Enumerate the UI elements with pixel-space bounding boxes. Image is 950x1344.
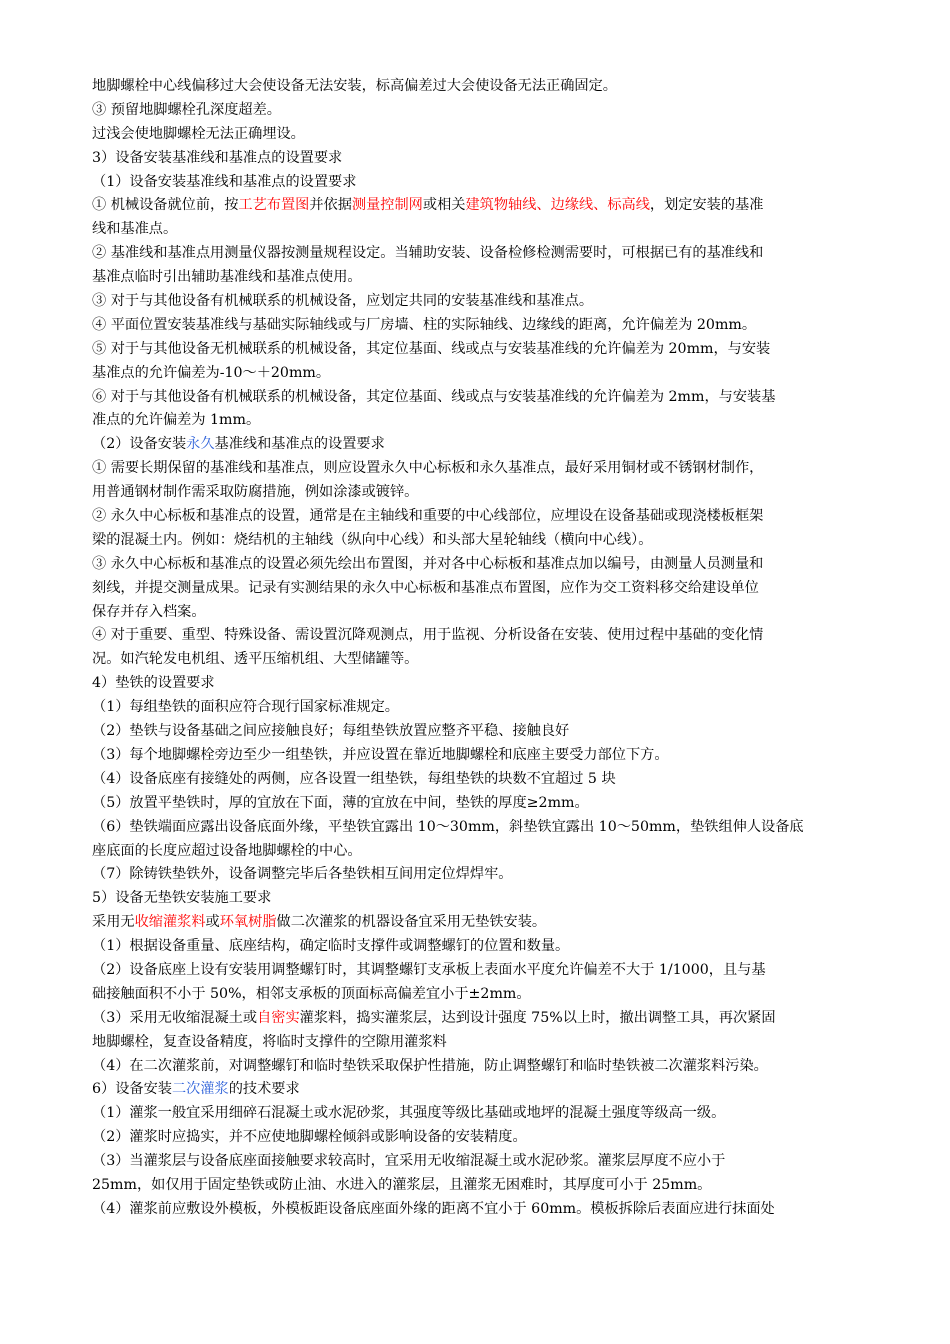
text-line bbox=[92, 433, 882, 457]
text-run: （6）垫铁端面应露出设备底面外缘，平垫铁宜露出 10～30mm，斜垫铁宜露出 10～50mm，垫铁组伸人设备底 bbox=[92, 818, 804, 835]
text-line bbox=[92, 171, 882, 195]
text-run: ③ 预留地脚螺栓孔深度超差。 bbox=[92, 101, 281, 118]
text-line bbox=[92, 505, 882, 529]
text-line bbox=[92, 720, 882, 744]
text-run: （4）灌浆前应敷设外模板，外模板距设备底座面外缘的距离不宜小于 60mm。模板拆除后表面应进行抹面处 bbox=[92, 1200, 775, 1217]
text-line bbox=[92, 409, 882, 433]
text-run: ③ 对于与其他设备有机械联系的机械设备，应划定共同的安装基准线和基准点。 bbox=[92, 293, 594, 310]
text-run: （3）采用无收缩混凝土或 bbox=[92, 1009, 258, 1026]
text-run: ② 永久中心标板和基准点的设置，通常是在主轴线和重要的中心线部位，应埋设在设备基础或现浇楼板框架 bbox=[92, 508, 764, 525]
text-line bbox=[92, 1031, 882, 1055]
text-line bbox=[92, 1007, 882, 1031]
text-run: 刻线，并提交测量成果。记录有实测结果的永久中心标板和基准点布置图，应作为交工资料移交给建设单位 bbox=[92, 579, 759, 596]
text-run: 3）设备安装基准线和基准点的设置要求 bbox=[92, 149, 343, 166]
text-line bbox=[92, 983, 882, 1007]
highlighted-text: 永久 bbox=[186, 436, 215, 453]
text-line bbox=[92, 457, 882, 481]
text-line bbox=[92, 553, 882, 577]
text-run: 保存并存入档案。 bbox=[92, 603, 206, 620]
text-run: 的技术要求 bbox=[228, 1081, 300, 1098]
text-line bbox=[92, 529, 882, 553]
text-line bbox=[92, 696, 882, 720]
text-line bbox=[92, 624, 882, 648]
text-run: ④ 平面位置安装基准线与基础实际轴线或与厂房墙、柱的实际轴线、边缘线的距离，允许偏差为 20mm。 bbox=[92, 316, 757, 333]
text-run: 梁的混凝土内。例如：烧结机的主轴线（纵向中心线）和头部大星轮轴线（横向中心线）。 bbox=[92, 531, 653, 548]
text-run: 采用无 bbox=[92, 914, 135, 931]
text-line bbox=[92, 959, 882, 983]
text-run: 或相关 bbox=[422, 197, 466, 214]
text-run: （1）根据设备重量、底座结构，确定临时支撑件或调整螺钉的位置和数量。 bbox=[92, 938, 570, 955]
text-line bbox=[92, 840, 882, 864]
text-run: ⑤ 对于与其他设备无机械联系的机械设备，其定位基面、线或点与安装基准线的允许偏差为 20mm，与安装 bbox=[92, 340, 771, 357]
text-line bbox=[92, 1126, 882, 1150]
text-line bbox=[92, 1102, 882, 1126]
text-line bbox=[92, 242, 882, 266]
text-run: （2）灌浆时应捣实，并不应使地脚螺栓倾斜或影响设备的安装精度。 bbox=[92, 1129, 527, 1146]
text-run: （3）当灌浆层与设备底座面接触要求较高时，宜采用无收缩混凝土或水泥砂浆。灌浆层厚度不应小于 bbox=[92, 1153, 726, 1170]
text-run: 5）设备无垫铁安装施工要求 bbox=[92, 890, 272, 907]
text-line bbox=[92, 816, 882, 840]
text-run: ⑥ 对于与其他设备有机械联系的机械设备，其定位基面、线或点与安装基准线的允许偏差为 2mm，与安装基 bbox=[92, 388, 776, 405]
text-run: （3）每个地脚螺栓旁边至少一组垫铁，并应设置在靠近地脚螺栓和底座主要受力部位下方。 bbox=[92, 746, 669, 763]
text-run: （2）设备安装 bbox=[92, 436, 187, 453]
text-line bbox=[92, 744, 882, 768]
highlighted-text: 收缩灌浆料 bbox=[134, 914, 206, 931]
text-run: 用普通钢材制作需采取防腐措施，例如涂漆或镀锌。 bbox=[92, 484, 419, 501]
text-line bbox=[92, 218, 882, 242]
text-run: 础接触面积不小于 50%，相邻支承板的顶面标高偏差宜小于±2mm。 bbox=[92, 985, 531, 1002]
text-run: （4）在二次灌浆前，对调整螺钉和临时垫铁采取保护性措施，防止调整螺钉和临时垫铁被二次灌浆料污染。 bbox=[92, 1057, 768, 1074]
text-line bbox=[92, 863, 882, 887]
text-run: 并依据 bbox=[309, 197, 352, 214]
text-run: 做二次灌浆的机器设备宜采用无垫铁安装。 bbox=[276, 914, 547, 931]
text-run: 况。如汽轮发电机组、透平压缩机组、大型储罐等。 bbox=[92, 651, 419, 668]
text-line bbox=[92, 314, 882, 338]
text-run: 基准点的允许偏差为-10～＋20mm。 bbox=[92, 364, 331, 381]
text-line bbox=[92, 911, 882, 935]
text-line bbox=[92, 577, 882, 601]
text-run: 线和基准点。 bbox=[92, 221, 178, 238]
text-line bbox=[92, 1198, 882, 1222]
text-line bbox=[92, 266, 882, 290]
text-run: （4）设备底座有接缝处的两侧，应各设置一组垫铁，每组垫铁的块数不宜超过 5 块 bbox=[92, 770, 616, 787]
text-run: 基准点临时引出辅助基准线和基准点使用。 bbox=[92, 269, 362, 286]
text-run: 准点的允许偏差为 1mm。 bbox=[92, 412, 261, 429]
text-line bbox=[92, 1078, 882, 1102]
highlighted-text: 工艺布置图 bbox=[238, 197, 310, 214]
text-run: ② 基准线和基准点用测量仪器按测量规程设定。当辅助安装、设备检修检测需要时，可根据已有的基准线和 bbox=[92, 245, 764, 262]
text-line bbox=[92, 481, 882, 505]
highlighted-text: 测量控制网 bbox=[351, 197, 423, 214]
text-run: （1）每组垫铁的面积应符合现行国家标准规定。 bbox=[92, 699, 399, 716]
text-line bbox=[92, 99, 882, 123]
text-run: 地脚螺栓，复查设备精度，将临时支撑件的空隙用灌浆料 bbox=[92, 1033, 447, 1050]
text-run: ① 机械设备就位前，按 bbox=[92, 197, 239, 214]
text-run: （2）设备底座上设有安装用调整螺钉时，其调整螺钉支承板上表面水平度允许偏差不大于 1/1000，且与基 bbox=[92, 961, 766, 978]
highlighted-text: 环氧树脂 bbox=[219, 914, 277, 931]
text-line bbox=[92, 338, 882, 362]
text-run: （1）设备安装基准线和基准点的设置要求 bbox=[92, 173, 357, 190]
text-run: 25mm，如仅用于固定垫铁或防止油、水进入的灌浆层，且灌浆无困难时，其厚度可小于 25mm。 bbox=[92, 1176, 712, 1193]
text-line bbox=[92, 123, 882, 147]
text-run: 灌浆料，捣实灌浆层，达到设计强度 75%以上时，撤出调整工具，再次紧固 bbox=[299, 1009, 776, 1026]
text-run: 6）设备安装 bbox=[92, 1081, 172, 1098]
text-run: ④ 对于重要、重型、特殊设备、需设置沉降观测点，用于监视、分析设备在安装、使用过程中基础的变化情 bbox=[92, 627, 764, 644]
text-line bbox=[92, 1174, 882, 1198]
text-line bbox=[92, 768, 882, 792]
highlighted-text: 自密实 bbox=[257, 1009, 300, 1026]
text-line bbox=[92, 386, 882, 410]
text-run: 基准线和基准点的设置要求 bbox=[214, 436, 385, 453]
highlighted-text: 二次灌浆 bbox=[171, 1081, 229, 1098]
text-run: （5）放置平垫铁时，厚的宜放在下面，薄的宜放在中间，垫铁的厚度≥2mm。 bbox=[92, 794, 589, 811]
text-line bbox=[92, 648, 882, 672]
text-line bbox=[92, 362, 882, 386]
text-run: 4）垫铁的设置要求 bbox=[92, 675, 215, 692]
text-line bbox=[92, 75, 882, 99]
text-line bbox=[92, 290, 882, 314]
text-run: 或 bbox=[205, 914, 220, 931]
text-run: 地脚螺栓中心线偏移过大会使设备无法安装，标高偏差过大会使设备无法正确固定。 bbox=[92, 78, 617, 94]
text-line bbox=[92, 935, 882, 959]
text-line bbox=[92, 147, 882, 171]
text-line bbox=[92, 1150, 882, 1174]
text-run: （2）垫铁与设备基础之间应接触良好；每组垫铁放置应整齐平稳、接触良好 bbox=[92, 723, 570, 740]
text-line bbox=[92, 194, 882, 218]
highlighted-text: 建筑物轴线、边缘线、标高线 bbox=[465, 197, 650, 214]
text-line bbox=[92, 887, 882, 911]
text-line bbox=[92, 792, 882, 816]
text-run: （7）除铸铁垫铁外，设备调整完毕后各垫铁相互间用定位焊焊牢。 bbox=[92, 866, 513, 883]
text-run: ，划定安装的基准 bbox=[649, 197, 764, 214]
text-run: （1）灌浆一般宜采用细碎石混凝土或水泥砂浆，其强度等级比基础或地坪的混凝土强度等级高一级。 bbox=[92, 1105, 726, 1122]
text-line bbox=[92, 672, 882, 696]
document-page bbox=[92, 75, 882, 1222]
text-run: 过浅会使地脚螺栓无法正确埋设。 bbox=[92, 125, 305, 142]
text-run: ③ 永久中心标板和基准点的设置必须先绘出布置图，并对各中心标板和基准点加以编号，由测量人员测量和 bbox=[92, 555, 764, 572]
text-line bbox=[92, 1055, 882, 1079]
text-line bbox=[92, 601, 882, 625]
text-run: 座底面的长度应超过设备地脚螺栓的中心。 bbox=[92, 842, 362, 859]
text-run: ① 需要长期保留的基准线和基准点，则应设置永久中心标板和永久基准点，最好采用铜材或不锈钢材制作， bbox=[92, 460, 764, 477]
